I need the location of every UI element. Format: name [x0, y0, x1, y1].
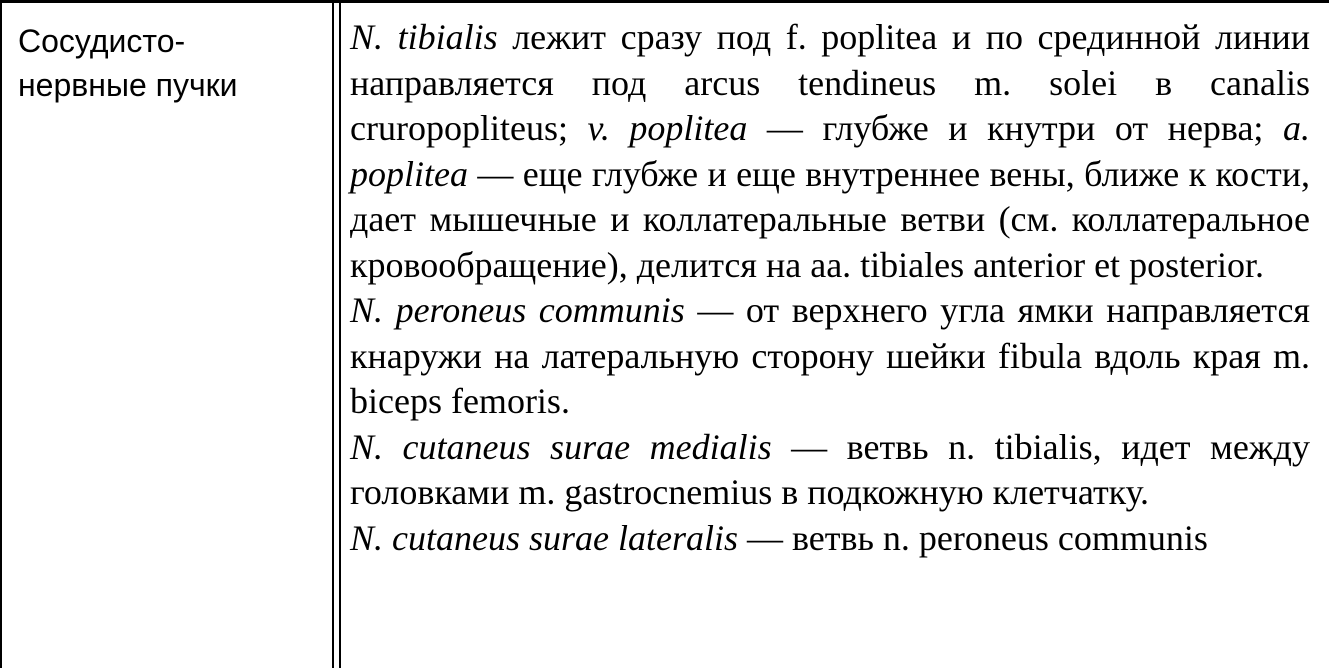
paragraph-cutaneus-lateralis — [350, 516, 1310, 562]
table-row-label — [18, 19, 318, 107]
table-left-border — [0, 3, 2, 668]
term-v-poplitea: v. poplitea — [587, 108, 748, 148]
table-row-description — [350, 15, 1310, 561]
term-n-cutaneus-surae-medialis: N. cutaneus surae medialis — [350, 426, 772, 467]
text-n-cutaneus-surae-medialis: — ветвь n. tibialis, идет между головками m. gastrocnemius в подкожную клетчатку. — [350, 426, 1310, 512]
text-n-cutaneus-surae-lateralis: — ветвь n. peroneus communis — [737, 517, 1208, 558]
text-n-tibialis: лежит сразу под f. poplitea и по срединной линии направляется под arcus tendineus m. solei в canalis cruropopliteus; — [350, 17, 1311, 148]
paragraph-tibialis — [350, 15, 1310, 288]
term-n-tibialis: N. tibialis — [350, 17, 498, 57]
text-v-poplitea: — глубже и кнутри от нерва; — [747, 108, 1283, 148]
paragraph-peroneus — [350, 288, 1310, 425]
column-divider — [332, 3, 334, 668]
column-divider-inner — [339, 3, 341, 668]
term-n-peroneus-communis: N. peroneus communis — [350, 290, 685, 330]
text-n-peroneus-communis: — от верхнего угла ямки направляется кнаружи на латеральную сторону шейки fibula вдоль края m. biceps femoris. — [350, 290, 1310, 421]
label-line-2: нервные пучки — [18, 67, 238, 103]
term-a-poplitea: a. poplitea — [350, 108, 1310, 194]
label-line-1: Сосудисто- — [18, 23, 186, 59]
paragraph-cutaneus-medialis — [350, 425, 1310, 516]
term-n-cutaneus-surae-lateralis: N. cutaneus surae lateralis — [350, 517, 738, 558]
text-a-poplitea: — еще глубже и еще внутреннее вены, ближе к кости, дает мышечные и коллатеральные ветви (см. коллатеральное кровообращение), делится на aa. tibiales anterior et posterior. — [350, 153, 1310, 285]
